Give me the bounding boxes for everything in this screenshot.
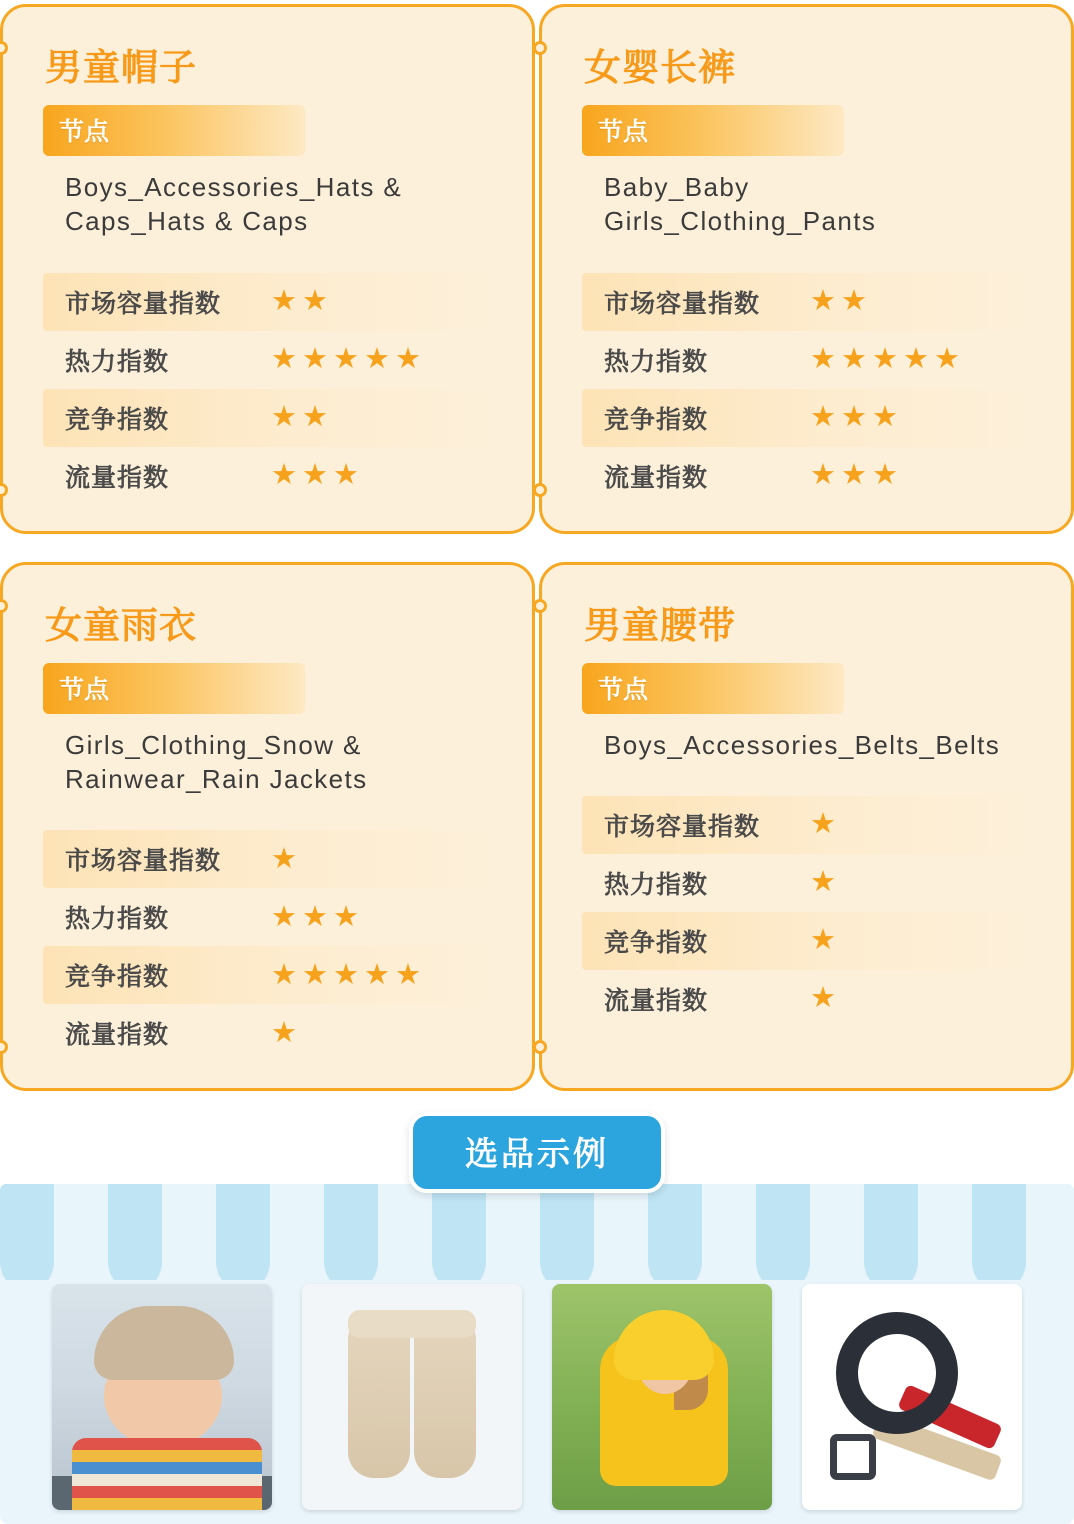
product-showcase-section bbox=[0, 1112, 1074, 1524]
node-value: Baby_Baby Girls_Clothing_Pants bbox=[604, 172, 877, 237]
metric-row bbox=[582, 912, 1037, 970]
metric-stars: ★ bbox=[810, 866, 841, 899]
metric-label: 竞争指数 bbox=[65, 963, 170, 992]
node-tag bbox=[43, 663, 305, 714]
metric-label: 竞争指数 bbox=[65, 405, 170, 434]
metric-row bbox=[43, 273, 498, 331]
metric-row bbox=[582, 796, 1037, 854]
metric-label: 市场容量指数 bbox=[65, 847, 222, 876]
binder-hole-icon bbox=[0, 41, 8, 55]
photo-shape bbox=[836, 1312, 958, 1434]
metric-list bbox=[43, 273, 498, 505]
card-title: 男童腰带 bbox=[584, 604, 736, 646]
metric-row bbox=[43, 389, 498, 447]
showcase-ribbon-label: 选品示例 bbox=[465, 1135, 609, 1172]
metric-stars: ★★★★★ bbox=[810, 343, 965, 376]
node-tag-label: 节点 bbox=[59, 675, 110, 704]
metric-label: 竞争指数 bbox=[604, 405, 709, 434]
shop-awning-decoration bbox=[0, 1184, 1074, 1266]
metric-row bbox=[582, 273, 1037, 331]
metric-stars: ★★★★★ bbox=[271, 958, 426, 991]
metric-stars: ★ bbox=[271, 1016, 302, 1049]
metric-label: 市场容量指数 bbox=[65, 289, 222, 318]
metric-stars: ★ bbox=[810, 924, 841, 957]
metric-row bbox=[43, 946, 498, 1004]
metric-list bbox=[43, 830, 498, 1062]
boys-belt-photo bbox=[802, 1284, 1022, 1510]
metric-label: 热力指数 bbox=[65, 905, 170, 934]
metric-row bbox=[43, 888, 498, 946]
metric-stars: ★★★ bbox=[810, 401, 903, 434]
node-tag-label: 节点 bbox=[598, 118, 649, 146]
metric-stars: ★★ bbox=[271, 285, 333, 318]
metric-stars: ★ bbox=[810, 982, 841, 1015]
metric-label: 流量指数 bbox=[604, 986, 709, 1015]
girls-rain-jacket-photo bbox=[552, 1284, 772, 1510]
metric-row bbox=[43, 447, 498, 505]
metric-stars: ★★★ bbox=[810, 459, 903, 492]
metric-stars: ★★★ bbox=[271, 459, 364, 492]
binder-hole-icon bbox=[533, 1040, 547, 1054]
photo-shape bbox=[414, 1320, 476, 1478]
binder-hole-icon bbox=[0, 483, 8, 497]
category-card bbox=[0, 562, 535, 1092]
photo-shape bbox=[348, 1310, 476, 1338]
photo-shape bbox=[830, 1434, 876, 1480]
metric-label: 热力指数 bbox=[604, 347, 709, 376]
metric-row bbox=[582, 447, 1037, 505]
metric-stars: ★★★★★ bbox=[271, 343, 426, 376]
metric-label: 市场容量指数 bbox=[604, 812, 761, 841]
node-tag bbox=[582, 105, 844, 156]
metric-row bbox=[582, 970, 1037, 1028]
metric-stars: ★ bbox=[271, 842, 302, 875]
category-card bbox=[539, 562, 1074, 1092]
metric-list bbox=[582, 796, 1037, 1028]
card-title: 女婴长裤 bbox=[584, 47, 736, 88]
metric-stars: ★★★ bbox=[271, 900, 364, 933]
binder-hole-icon bbox=[533, 599, 547, 613]
metric-stars: ★★ bbox=[271, 401, 333, 434]
metric-row bbox=[582, 389, 1037, 447]
node-tag bbox=[43, 105, 305, 156]
metric-label: 竞争指数 bbox=[604, 928, 709, 957]
metric-list bbox=[582, 273, 1037, 505]
binder-hole-icon bbox=[533, 41, 547, 55]
metric-label: 热力指数 bbox=[604, 870, 709, 899]
card-title: 女童雨衣 bbox=[45, 604, 197, 646]
node-value: Boys_Accessories_Belts_Belts bbox=[604, 729, 1001, 760]
metric-row bbox=[582, 854, 1037, 912]
metric-label: 流量指数 bbox=[604, 463, 709, 492]
metric-label: 流量指数 bbox=[65, 1021, 170, 1050]
metric-label: 流量指数 bbox=[65, 463, 170, 492]
photo-shape bbox=[348, 1320, 410, 1478]
showcase-ribbon bbox=[409, 1112, 665, 1193]
node-tag bbox=[582, 663, 844, 714]
photo-shape bbox=[94, 1306, 234, 1380]
binder-hole-icon bbox=[533, 483, 547, 497]
node-value: Boys_Accessories_Hats & Caps_Hats & Caps bbox=[65, 172, 403, 237]
photo-shape bbox=[72, 1438, 262, 1510]
category-card bbox=[539, 4, 1074, 534]
photo-shape bbox=[614, 1310, 714, 1380]
metric-row bbox=[43, 830, 498, 888]
node-tag-label: 节点 bbox=[598, 675, 649, 704]
category-card bbox=[0, 4, 535, 534]
node-tag-label: 节点 bbox=[59, 118, 110, 146]
binder-hole-icon bbox=[0, 1040, 8, 1054]
product-thumbnail-row bbox=[0, 1284, 1074, 1510]
metric-label: 市场容量指数 bbox=[604, 289, 761, 318]
metric-stars: ★ bbox=[810, 808, 841, 841]
metric-row bbox=[43, 331, 498, 389]
metric-row bbox=[582, 331, 1037, 389]
metric-row bbox=[43, 1004, 498, 1062]
metric-label: 热力指数 bbox=[65, 347, 170, 376]
baby-girls-pants-photo bbox=[302, 1284, 522, 1510]
node-value: Girls_Clothing_Snow & Rainwear_Rain Jackets bbox=[65, 729, 368, 794]
metric-stars: ★★ bbox=[810, 285, 872, 318]
binder-hole-icon bbox=[0, 599, 8, 613]
boys-hat-photo bbox=[52, 1284, 272, 1510]
card-title: 男童帽子 bbox=[45, 47, 197, 88]
